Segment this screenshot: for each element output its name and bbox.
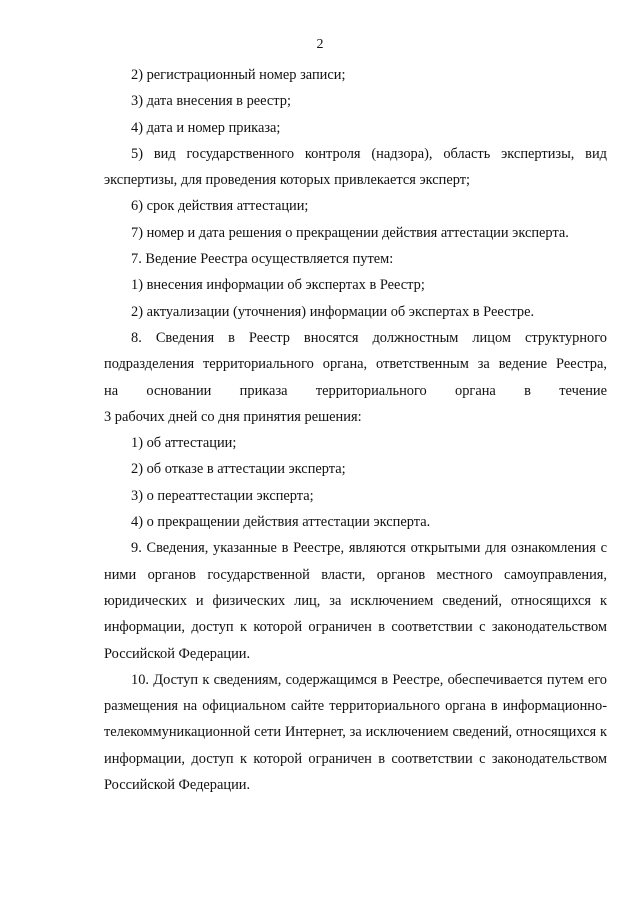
clause-8-item-1: 1) об аттестации; [131, 435, 237, 452]
clause-9-text: 9. Сведения, указанные в Реестре, являются открытыми для ознакомления с ними органов государственной власти, органов местного самоуправления, юридических и физических лиц, за исключением сведений, относящихся к информации, доступ к которой ограничен в соответствии с законодательством Российской Федерации. [104, 540, 607, 662]
clause-10-text: 10. Доступ к сведениям, содержащимся в Реестре, обеспечивается путем его размещения на официальном сайте территориального органа в информационно-телекоммуникационной сети Интернет, за исключением сведений, относящихся к информации, доступ к которой ограничен в соответствии с законодательством Российской Федерации. [104, 671, 607, 794]
clause-7-heading: 7. Ведение Реестра осуществляется путем: [131, 251, 394, 268]
clause-8-item-2: 2) об отказе в аттестации эксперта; [131, 461, 346, 478]
clause-8-text-continued: на основании приказа территориального органа в течение [104, 382, 607, 399]
clause-7-item-2: 2) актуализации (уточнения) информации об экспертах в Реестре. [131, 303, 535, 320]
document-body [104, 62, 607, 798]
page-number: 2 [316, 37, 324, 52]
list-item-attestation-term: 6) срок действия аттестации; [131, 198, 309, 215]
clause-7-item-1: 1) внесения информации об экспертах в Реестр; [131, 277, 425, 294]
list-item-control-type: 5) вид государственного контроля (надзора), область экспертизы, вид экспертизы, для проведения которых привлекается эксперт; [104, 145, 607, 189]
clause-8-item-4: 4) о прекращении действия аттестации эксперта. [131, 514, 431, 531]
list-item-entry-date: 3) дата внесения в реестр; [131, 93, 291, 110]
list-item-order-date-number: 4) дата и номер приказа; [131, 119, 281, 136]
clause-8-text: 8. Сведения в Реестр вносятся должностным лицом структурного подразделения территориального органа, ответственным за ведение Реестра, [104, 329, 607, 373]
list-item-termination-decision: 7) номер и дата решения о прекращении действия аттестации эксперта. [131, 224, 569, 241]
clause-8-item-3: 3) о переаттестации эксперта; [131, 487, 314, 504]
list-item-registration-number: 2) регистрационный номер записи; [131, 67, 346, 83]
clause-8-text-tail: 3 рабочих дней со дня принятия решения: [104, 408, 362, 425]
